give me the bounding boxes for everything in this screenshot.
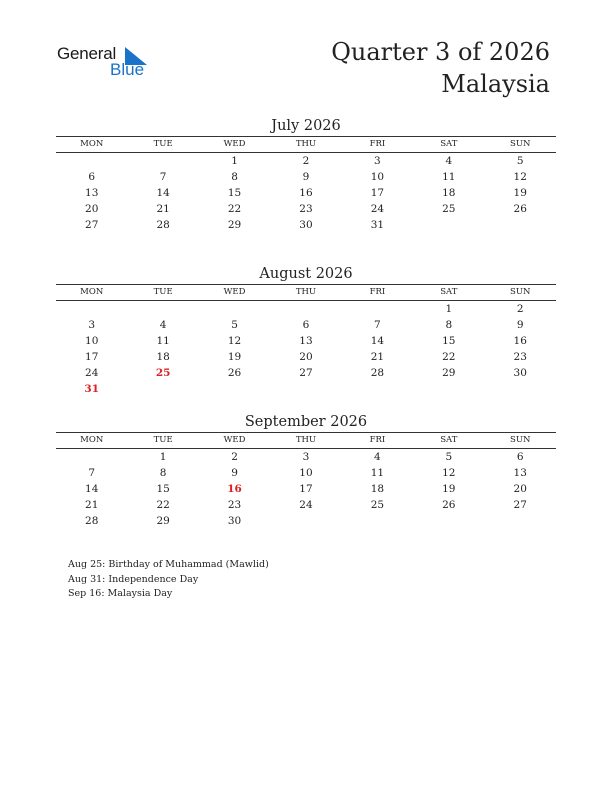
day-cell: 26 [227,367,242,379]
weekday-header: TUE [153,139,173,149]
day-cell: 16 [513,335,527,347]
day-cell: 20 [299,351,313,363]
week-row [56,153,556,169]
day-cell: 4 [445,155,453,167]
day-cell: 10 [370,171,385,183]
day-cell: 7 [88,467,96,479]
weekday-header: MON [80,435,104,445]
day-cell: 21 [370,351,385,363]
day-cell: 6 [302,319,310,331]
day-cell [127,381,198,397]
weekday-header: TUE [153,287,173,297]
day-cell: 27 [85,219,99,231]
day-cell: 6 [88,171,96,183]
day-cell [413,513,484,529]
day-cell: 30 [513,367,527,379]
day-cell: 24 [85,367,99,379]
weekday-header: FRI [369,435,386,445]
day-cell: 30 [299,219,313,231]
day-cell: 14 [85,483,99,495]
day-cell: 24 [370,203,385,215]
day-cell: 24 [299,499,313,511]
week-row [56,201,556,217]
day-cell: 29 [227,219,242,231]
day-cell: 29 [442,367,456,379]
day-cell: 25 [442,203,456,215]
weekday-header: MON [80,287,104,297]
weekday-header-row [56,433,556,449]
day-cell [342,513,413,529]
day-cell: 20 [85,203,99,215]
month-title: September 2026 [244,414,368,430]
day-cell: 3 [88,319,96,331]
weekday-header: SAT [440,139,458,149]
day-cell [485,217,556,233]
day-cell: 10 [85,335,99,347]
day-cell: 13 [513,467,527,479]
day-cell: 1 [159,451,167,463]
day-cell: 14 [370,335,385,347]
week-row [56,481,556,497]
holiday-note: Aug 25: Birthday of Muhammad (Mawlid) [68,559,269,570]
week-row [56,217,556,233]
weekday-header: THU [295,287,317,297]
weekday-header: FRI [369,287,386,297]
day-cell: 3 [374,155,381,167]
country-title: Malaysia [441,70,550,98]
day-cell: 8 [231,171,238,183]
week-row [56,381,556,397]
weekday-header: THU [295,435,317,445]
day-cell: 14 [156,187,170,199]
day-cell: 21 [85,499,99,511]
day-cell: 2 [231,451,238,463]
month-title: August 2026 [259,266,353,282]
day-cell [270,513,341,529]
weekday-header: FRI [369,139,386,149]
holiday-day-cell: 25 [155,367,171,379]
holiday-note: Aug 31: Independence Day [68,573,199,585]
holiday-note: Sep 16: Malaysia Day [68,588,173,599]
day-cell: 13 [299,335,313,347]
logo-word-blue: Blue [110,60,145,79]
day-cell: 8 [159,467,167,479]
day-cell: 9 [516,319,524,331]
week-row [56,169,556,185]
quarter-title: Quarter 3 of 2026 [331,38,550,66]
day-cell: 20 [513,483,527,495]
month-calendar [56,264,556,397]
day-cell: 12 [442,467,456,479]
day-cell [127,153,198,169]
day-cell: 26 [513,203,527,215]
day-cell: 7 [374,319,381,331]
weekday-header: MON [80,139,104,149]
week-row [56,185,556,201]
weekday-header: SAT [440,435,458,445]
day-cell: 17 [85,351,99,363]
day-cell [199,381,270,397]
month-calendar [56,116,556,233]
day-cell: 27 [513,499,527,511]
day-cell: 22 [227,203,242,215]
day-cell: 28 [85,515,99,527]
day-cell: 19 [513,187,527,199]
day-cell: 8 [445,319,453,331]
weekday-header: SUN [510,435,531,445]
holiday-day-cell: 16 [227,483,242,495]
day-cell [413,381,484,397]
day-cell: 29 [156,515,170,527]
day-cell: 30 [227,515,242,527]
week-row [56,365,556,381]
day-cell: 6 [516,451,524,463]
holiday-notes [68,558,269,602]
day-cell: 23 [227,499,242,511]
week-row [56,317,556,333]
day-cell: 16 [299,187,313,199]
day-cell: 13 [85,187,99,199]
week-row [56,465,556,481]
day-cell [127,301,198,317]
day-cell: 4 [374,451,381,463]
day-cell: 15 [156,483,170,495]
weekday-header: THU [295,139,317,149]
day-cell: 22 [442,351,456,363]
day-cell: 17 [370,187,385,199]
day-cell: 28 [370,367,385,379]
day-cell: 1 [231,155,238,167]
day-cell: 5 [516,155,524,167]
week-row [56,513,556,529]
week-row [56,349,556,365]
day-cell: 27 [299,367,313,379]
day-cell: 18 [370,483,385,495]
day-cell: 25 [370,499,385,511]
day-cell [413,217,484,233]
day-cell: 1 [445,303,453,315]
week-row [56,497,556,513]
day-cell [485,513,556,529]
day-cell: 15 [442,335,456,347]
weekday-header: SAT [440,287,458,297]
day-cell: 17 [299,483,313,495]
day-cell [342,381,413,397]
holiday-day-cell: 31 [84,383,100,395]
month-calendar [56,412,556,529]
day-cell: 11 [370,467,385,479]
weekday-header-row [56,137,556,153]
day-cell: 22 [156,499,170,511]
day-cell [56,301,127,317]
day-cell: 21 [156,203,170,215]
day-cell [270,381,341,397]
weekday-header: WED [223,435,246,445]
day-cell: 23 [299,203,313,215]
month-title: July 2026 [271,118,341,134]
week-row [56,301,556,317]
day-cell: 5 [231,319,238,331]
weekday-header: SUN [510,287,531,297]
day-cell: 4 [159,319,167,331]
day-cell: 19 [442,483,456,495]
weekday-header: SUN [510,139,531,149]
day-cell [56,153,127,169]
day-cell: 2 [516,303,524,315]
weekday-header: WED [223,139,246,149]
week-row [56,449,556,465]
day-cell: 18 [442,187,456,199]
day-cell: 5 [445,451,453,463]
day-cell: 19 [227,351,242,363]
day-cell: 11 [156,335,170,347]
day-cell [199,301,270,317]
day-cell: 7 [159,171,167,183]
day-cell: 12 [227,335,242,347]
day-cell: 28 [156,219,170,231]
weekday-header: WED [223,287,246,297]
day-cell: 23 [513,351,527,363]
page-title [331,36,550,100]
day-cell: 26 [442,499,456,511]
day-cell: 9 [302,171,310,183]
day-cell: 3 [302,451,310,463]
day-cell: 9 [231,467,238,479]
day-cell [56,449,127,465]
weekday-header-row [56,285,556,301]
generalblue-logo [57,44,157,84]
day-cell: 11 [442,171,456,183]
day-cell: 15 [227,187,242,199]
day-cell [485,381,556,397]
day-cell: 2 [302,155,310,167]
day-cell: 12 [513,171,527,183]
day-cell [270,301,341,317]
weekday-header: TUE [153,435,173,445]
day-cell: 31 [370,219,385,231]
day-cell: 10 [299,467,313,479]
day-cell: 18 [156,351,170,363]
day-cell [342,301,413,317]
logo-word-general: General [57,44,117,63]
week-row [56,333,556,349]
